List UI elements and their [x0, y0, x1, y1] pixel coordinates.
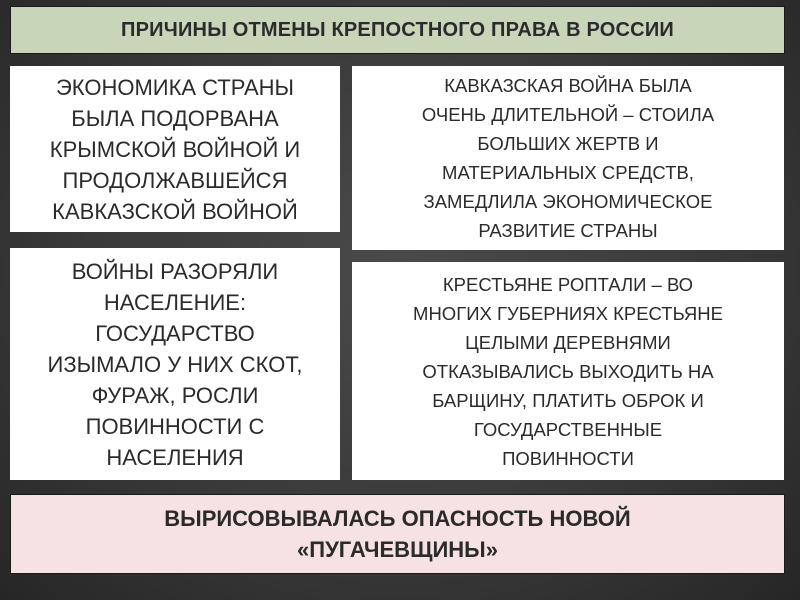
conclusion-banner — [10, 494, 785, 574]
cause-card-caucasian-war — [352, 66, 784, 250]
conclusion-text: ВЫРИСОВЫВАЛАСЬ ОПАСНОСТЬ НОВОЙ «ПУГАЧЕВЩИНЫ» — [164, 506, 631, 562]
cause-text-peasant-unrest: КРЕСТЬЯНЕ РОПТАЛИ – ВО МНОГИХ ГУБЕРНИЯХ КРЕСТЬЯНЕ ЦЕЛЫМИ ДЕРЕВНЯМИ ОТКАЗЫВАЛИСЬ ВЫХОДИТЬ НА БАРЩИНУ, ПЛАТИТЬ ОБРОК И ГОСУДАРСТВЕННЫЕ ПОВИННОСТИ — [413, 273, 723, 469]
cause-card-peasant-unrest — [352, 262, 784, 480]
cause-text-population-ruin: ВОЙНЫ РАЗОРЯЛИ НАСЕЛЕНИЕ: ГОСУДАРСТВО ИЗЫМАЛО У НИХ СКОТ, ФУРАЖ, РОСЛИ ПОВИННОСТИ С НАСЕЛЕНИЯ — [47, 258, 303, 470]
title-banner — [10, 6, 785, 54]
cause-text-economy: ЭКОНОМИКА СТРАНЫ БЫЛА ПОДОРВАНА КРЫМСКОЙ ВОЙНОЙ И ПРОДОЛЖАВШЕЙСЯ КАВКАЗСКОЙ ВОЙНОЙ — [49, 74, 301, 224]
cause-card-economy — [10, 66, 340, 232]
cause-card-population-ruin — [10, 248, 340, 480]
cause-text-caucasian-war: КАВКАЗСКАЯ ВОЙНА БЫЛА ОЧЕНЬ ДЛИТЕЛЬНОЙ – СТОИЛА БОЛЬШИХ ЖЕРТВ И МАТЕРИАЛЬНЫХ СРЕДСТВ, ЗАМЕДЛИЛА ЭКОНОМИЧЕСКОЕ РАЗВИТИЕ СТРАНЫ — [421, 75, 715, 241]
slide-title: ПРИЧИНЫ ОТМЕНЫ КРЕПОСТНОГО ПРАВА В РОССИИ — [121, 18, 674, 41]
